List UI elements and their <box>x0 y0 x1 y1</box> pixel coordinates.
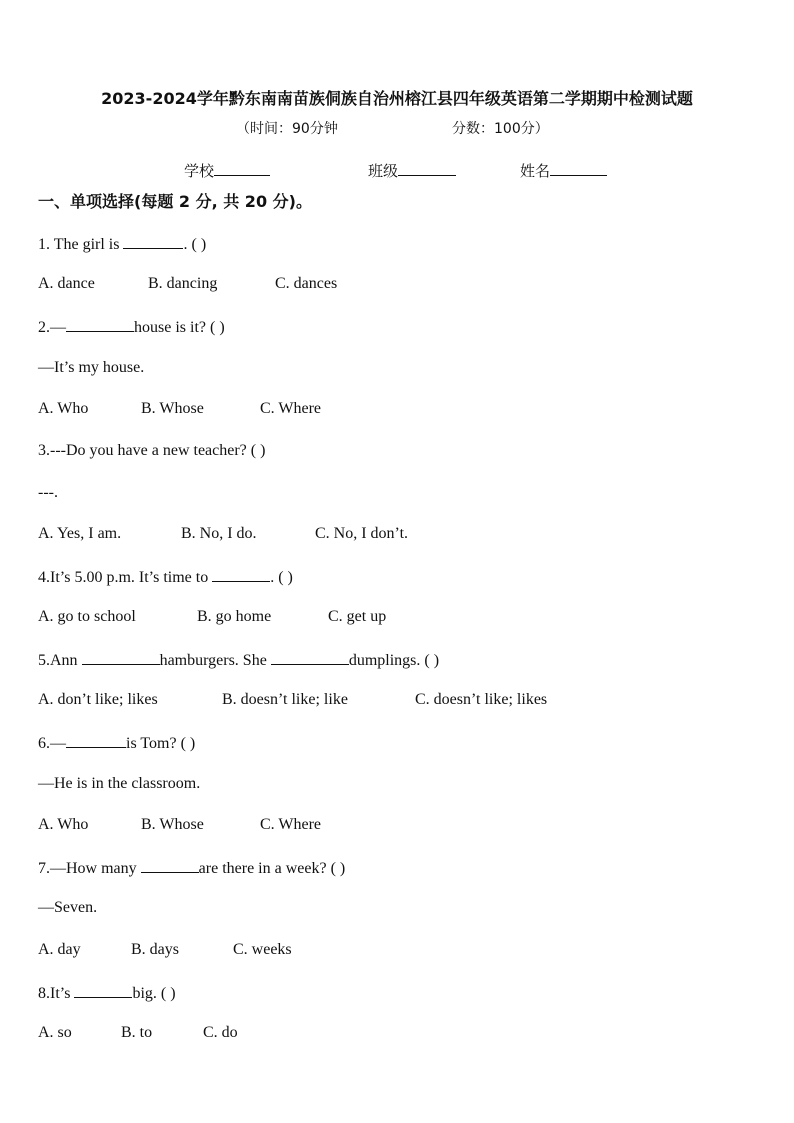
q5-blank-2[interactable] <box>271 650 349 665</box>
q6-option-a[interactable]: A. Who <box>38 816 89 833</box>
q7-blank[interactable] <box>141 858 199 873</box>
question-1 <box>38 234 206 254</box>
q2-text-a: 2.— <box>38 319 66 336</box>
question-4 <box>38 567 293 587</box>
q4-option-b[interactable]: B. go home <box>197 608 272 625</box>
q2-answer-line: —It’s my house. <box>38 359 145 376</box>
q4-blank[interactable] <box>212 567 270 582</box>
q5-option-b[interactable]: B. doesn’t like; like <box>222 691 348 708</box>
q1-option-b[interactable]: B. dancing <box>148 275 218 292</box>
q3-option-a[interactable]: A. Yes, I am. <box>38 525 122 542</box>
q7-text-b: are there in a week? ( ) <box>198 860 346 877</box>
q7-text-a: 7.—How many <box>38 860 141 877</box>
question-6 <box>38 733 195 753</box>
name-blank[interactable] <box>550 161 607 176</box>
q1-option-a[interactable]: A. dance <box>38 275 95 292</box>
name-label: 姓名 <box>520 162 551 180</box>
q5-option-c[interactable]: C. doesn’t like; likes <box>415 691 548 708</box>
q2-option-a[interactable]: A. Who <box>38 400 89 417</box>
exam-score: 分数：100分） <box>452 121 549 137</box>
q8-text-a: 8.It’s <box>38 985 75 1002</box>
q5-text-b: hamburgers. She <box>159 652 271 669</box>
class-blank[interactable] <box>398 161 456 176</box>
q6-answer-line: —He is in the classroom. <box>38 775 201 792</box>
q2-text-b: house is it? ( ) <box>134 319 225 336</box>
q1-text-a: 1. The girl is <box>38 236 124 253</box>
q6-option-b[interactable]: B. Whose <box>141 816 204 833</box>
q8-text-b: big. ( ) <box>132 985 176 1002</box>
q5-text-c: dumplings. ( ) <box>348 652 440 669</box>
question-5 <box>38 650 439 670</box>
school-blank[interactable] <box>214 161 270 176</box>
q4-text-b: . ( ) <box>270 569 293 586</box>
question-8 <box>38 983 176 1003</box>
class-field[interactable] <box>368 160 456 181</box>
exam-title: 2023-2024学年黔东南南苗族侗族自治州榕江县四年级英语第二学期期中检测试题 <box>101 89 693 108</box>
q7-option-a[interactable]: A. day <box>38 941 81 958</box>
q6-text-a: 6.— <box>38 735 66 752</box>
q6-text-b: is Tom? ( ) <box>126 735 196 752</box>
school-field[interactable] <box>184 160 270 181</box>
q5-blank-1[interactable] <box>82 650 160 665</box>
q7-option-c[interactable]: C. weeks <box>233 941 292 958</box>
q4-text-a: 4.It’s 5.00 p.m. It’s time to <box>38 569 213 586</box>
q2-blank[interactable] <box>66 317 134 332</box>
q3-option-b[interactable]: B. No, I do. <box>181 525 257 542</box>
class-label: 班级 <box>368 162 399 180</box>
q4-option-c[interactable]: C. get up <box>328 608 387 625</box>
q7-answer-line: —Seven. <box>38 899 98 916</box>
q8-blank[interactable] <box>74 983 132 998</box>
q5-option-a[interactable]: A. don’t like; likes <box>38 691 158 708</box>
q2-option-b[interactable]: B. Whose <box>141 400 204 417</box>
question-2 <box>38 317 225 337</box>
section-title: 一、单项选择(每题 2 分, 共 20 分)。 <box>38 192 312 211</box>
q3-answer-line: ---. <box>38 484 58 501</box>
q1-option-c[interactable]: C. dances <box>275 275 338 292</box>
q8-option-b[interactable]: B. to <box>121 1024 153 1041</box>
exam-time: （时间：90分钟 <box>236 121 338 137</box>
q7-option-b[interactable]: B. days <box>131 941 179 958</box>
name-field[interactable] <box>520 160 607 181</box>
q1-blank[interactable] <box>123 234 183 249</box>
school-label: 学校 <box>184 162 215 180</box>
q5-text-a: 5.Ann <box>38 652 82 669</box>
question-7 <box>38 858 345 878</box>
q2-option-c[interactable]: C. Where <box>260 400 322 417</box>
q1-text-b: . ( ) <box>183 236 207 253</box>
q6-option-c[interactable]: C. Where <box>260 816 322 833</box>
q8-option-a[interactable]: A. so <box>38 1024 72 1041</box>
q6-blank[interactable] <box>66 733 126 748</box>
q3-option-c[interactable]: C. No, I don’t. <box>315 525 409 542</box>
question-3: 3.---Do you have a new teacher? ( ) <box>38 442 266 459</box>
q8-option-c[interactable]: C. do <box>203 1024 238 1041</box>
q4-option-a[interactable]: A. go to school <box>38 608 136 625</box>
